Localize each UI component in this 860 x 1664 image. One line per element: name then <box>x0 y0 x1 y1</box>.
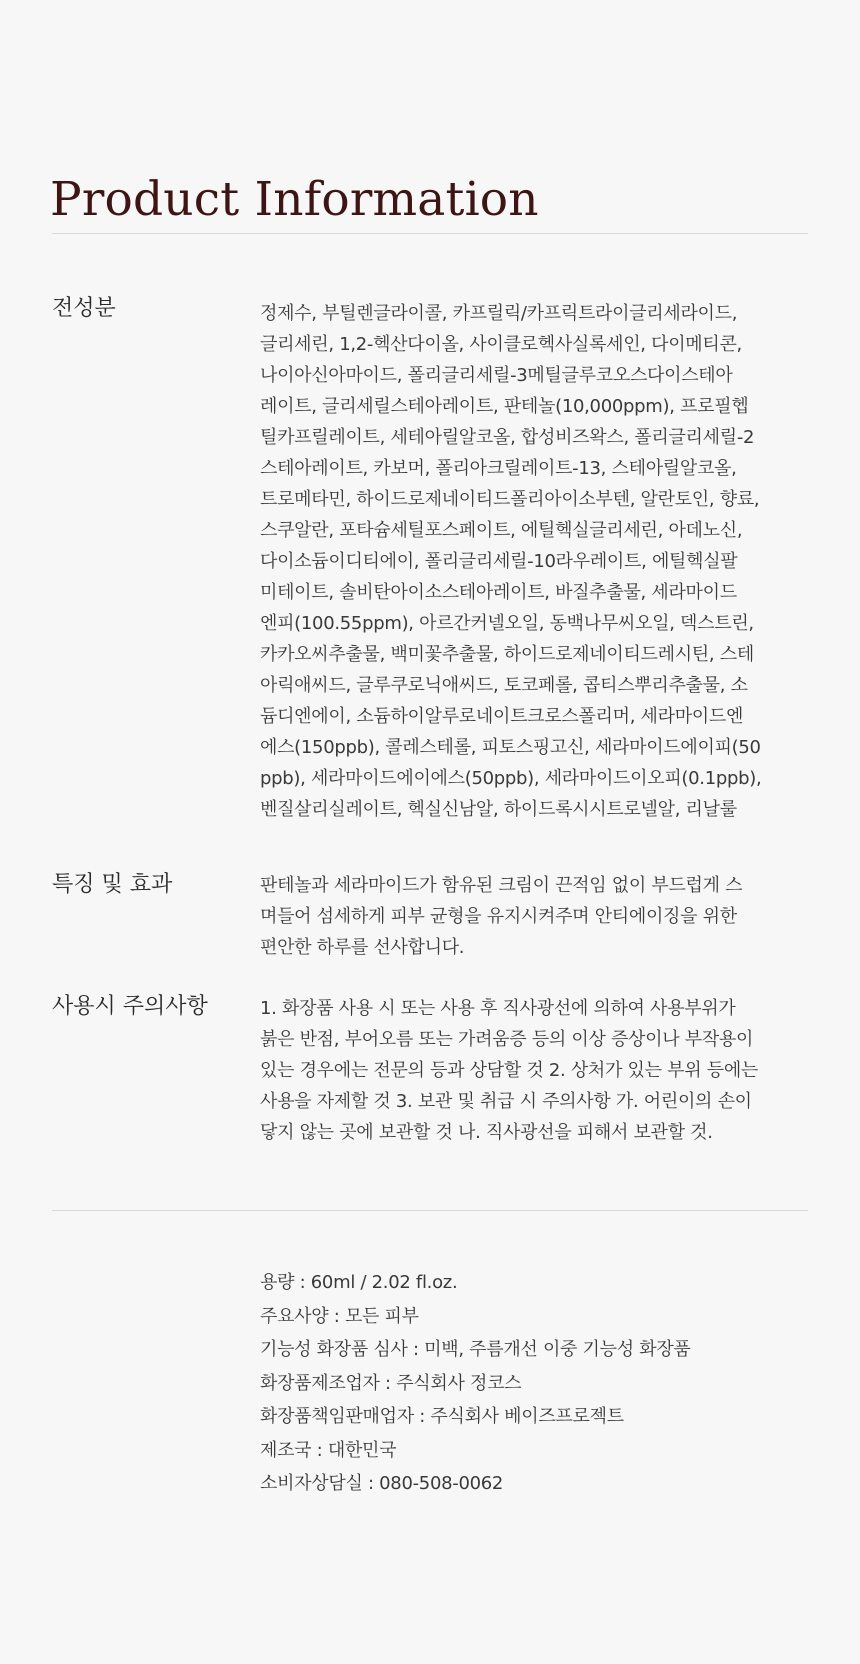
spec-volume: 용량 : 60ml / 2.02 fl.oz. <box>260 1272 458 1293</box>
section-divider <box>52 1210 808 1211</box>
ingredients-line: 미테이트, 솔비탄아이소스테아레이트, 바질추출물, 세라마이드 <box>260 582 737 603</box>
title-divider <box>52 233 808 234</box>
spec-country: 제조국 : 대한민국 <box>260 1439 397 1461</box>
page-title: Product Information <box>50 172 539 227</box>
ingredients-line: 정제수, 부틸렌글라이콜, 카프릴릭/카프릭트라이글리세라이드, <box>260 303 738 324</box>
features-line: 며들어 섬세하게 피부 균형을 유지시켜주며 안티에이징을 위한 <box>260 906 737 927</box>
ingredients-line: ppb), 세라마이드에이에스(50ppb), 세라마이드이오피(0.1ppb), <box>260 768 762 789</box>
ingredients-line: 스쿠알란, 포타슘세틸포스페이트, 에틸헥실글리세린, 아데노신, <box>260 520 743 541</box>
ingredients-line: 글리세린, 1,2-헥산다이올, 사이클로헥사실록세인, 다이메티콘, <box>260 334 742 355</box>
ingredients-line: 엔피(100.55ppm), 아르간커넬오일, 동백나무씨오일, 덱스트린, <box>260 613 754 634</box>
ingredients-text <box>260 298 815 825</box>
ingredients-line: 다이소듐이디티에이, 폴리글리세릴-10라우레이트, 에틸헥실팔 <box>260 551 738 572</box>
ingredients-line: 벤질살리실레이트, 헥실신남알, 하이드록시시트로넬알, 리날룰 <box>260 799 737 820</box>
ingredients-line: 스테아레이트, 카보머, 폴리아크릴레이트-13, 스테아릴알코올, <box>260 458 737 479</box>
ingredients-label: 전성분 <box>52 296 116 321</box>
cautions-text <box>260 993 815 1148</box>
ingredients-line: 레이트, 글리세릴스테아레이트, 판테놀(10,000ppm), 프로필헵 <box>260 396 749 417</box>
cautions-line: 1. 화장품 사용 시 또는 사용 후 직사광선에 의하여 사용부위가 <box>260 998 736 1019</box>
ingredients-line: 아릭애씨드, 글루쿠로닉애씨드, 토코페롤, 콥티스뿌리추출물, 소 <box>260 675 748 696</box>
ingredients-line: 트로메타민, 하이드로제네이티드폴리아이소부텐, 알란토인, 향료, <box>260 489 760 510</box>
ingredients-line: 듐디엔에이, 소듐하이알루로네이트크로스폴리머, 세라마이드엔 <box>260 706 744 727</box>
cautions-line: 있는 경우에는 전문의 등과 상담할 것 2. 상처가 있는 부위 등에는 <box>260 1060 758 1081</box>
spec-skin-type: 주요사양 : 모든 피부 <box>260 1305 419 1327</box>
spec-manufacturer: 화장품제조업자 : 주식회사 정코스 <box>260 1372 522 1394</box>
ingredients-line: 틸카프릴레이트, 세테아릴알코올, 합성비즈왁스, 폴리글리세릴-2 <box>260 427 755 448</box>
features-text <box>260 870 815 963</box>
ingredients-line: 나이아신아마이드, 폴리글리세릴-3메틸글루코오스다이스테아 <box>260 365 733 386</box>
features-line: 편안한 하루를 선사합니다. <box>260 937 465 958</box>
cautions-line: 붉은 반점, 부어오름 또는 가려움증 등의 이상 증상이나 부작용이 <box>260 1029 754 1050</box>
cautions-line: 사용을 자제할 것 3. 보관 및 취급 시 주의사항 가. 어린이의 손이 <box>260 1091 752 1112</box>
cautions-line: 닿지 않는 곳에 보관할 것 나. 직사광선을 피해서 보관할 것. <box>260 1122 713 1143</box>
ingredients-line: 카카오씨추출물, 백미꽃추출물, 하이드로제네이티드레시틴, 스테 <box>260 644 754 665</box>
ingredients-line: 에스(150ppb), 콜레스테롤, 피토스핑고신, 세라마이드에이피(50 <box>260 737 761 758</box>
spec-list <box>260 1266 815 1501</box>
cautions-label: 사용시 주의사항 <box>52 994 208 1019</box>
features-label: 특징 및 효과 <box>52 872 173 897</box>
spec-customer-service: 소비자상담실 : 080-508-0062 <box>260 1473 504 1494</box>
spec-functional-review: 기능성 화장품 심사 : 미백, 주름개선 이중 기능성 화장품 <box>260 1339 691 1360</box>
spec-distributor: 화장품책임판매업자 : 주식회사 베이즈프로젝트 <box>260 1406 624 1427</box>
features-line: 판테놀과 세라마이드가 함유된 크림이 끈적임 없이 부드럽게 스 <box>260 875 743 896</box>
